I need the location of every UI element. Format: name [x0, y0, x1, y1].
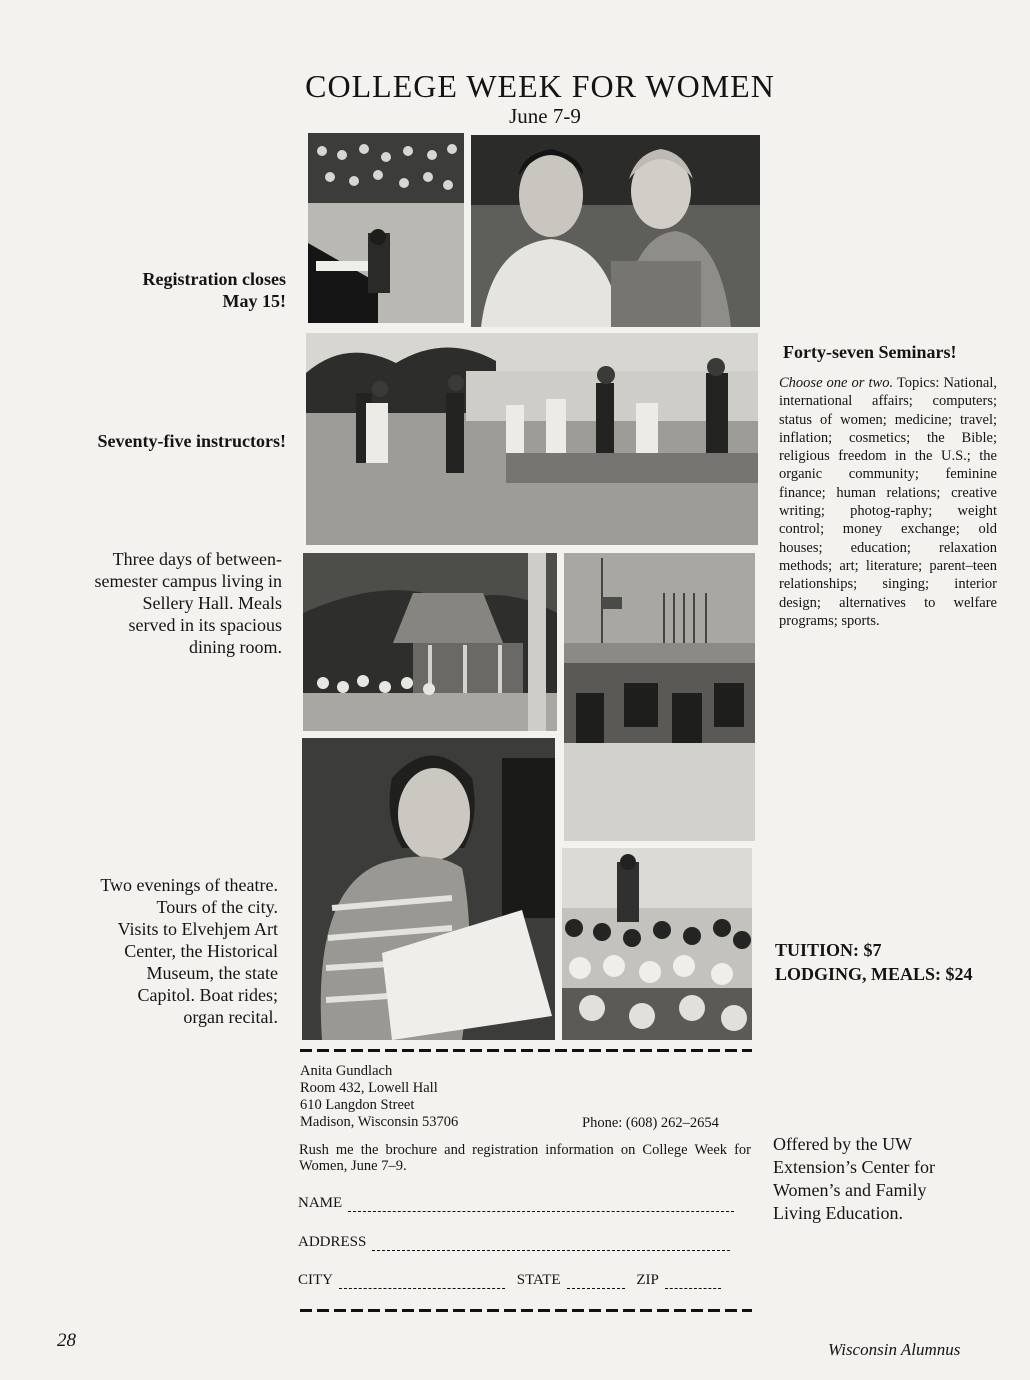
photo-lakeside-terrace	[564, 553, 755, 841]
photo-pianist-audience	[308, 133, 464, 323]
request-text: Rush me the brochure and registration information on College Week for Women, June 7–9.	[299, 1142, 751, 1174]
address-line: Room 432, Lowell Hall	[300, 1080, 438, 1096]
instructors-note: Seventy-five instructors!	[97, 431, 286, 451]
phone-number: Phone: (608) 262–2654	[582, 1115, 719, 1131]
publication-name: Wisconsin Alumnus	[828, 1340, 961, 1359]
seminars-intro: Choose one or two.	[779, 375, 894, 391]
city-state-zip-field[interactable]	[298, 1272, 721, 1289]
activities-line: Capitol. Boat rides;	[137, 985, 278, 1005]
campus-line: dining room.	[189, 637, 282, 657]
campus-line: served in its spacious	[128, 615, 282, 635]
name-label: NAME	[298, 1195, 343, 1211]
tuition-price: TUITION: $7	[775, 940, 882, 960]
campus-line: Three days of between-	[112, 549, 282, 569]
mailing-address	[300, 1063, 458, 1131]
state-label: STATE	[516, 1272, 561, 1288]
address-field[interactable]	[298, 1234, 730, 1251]
activities-line: Tours of the city.	[156, 897, 278, 917]
activities-text	[48, 874, 278, 1028]
activities-line: Two evenings of theatre.	[100, 875, 278, 895]
name-blank[interactable]	[348, 1210, 734, 1212]
activities-line: organ recital.	[183, 1007, 278, 1027]
state-blank[interactable]	[567, 1287, 625, 1289]
pricing	[775, 938, 973, 986]
seminars-heading: Forty-seven Seminars!	[783, 342, 957, 362]
registration-deadline	[60, 268, 286, 312]
registration-line-2: May 15!	[222, 291, 286, 311]
coupon-top-border	[300, 1049, 752, 1052]
photo-seminar-class	[562, 848, 752, 1040]
campus-living-text	[50, 548, 282, 658]
address-line: Madison, Wisconsin 53706	[300, 1114, 459, 1130]
activities-line: Visits to Elvehjem Art	[117, 919, 278, 939]
campus-line: Sellery Hall. Meals	[142, 593, 282, 613]
event-dates: June 7-9	[509, 104, 581, 128]
address-label: ADDRESS	[298, 1234, 367, 1250]
photo-smiling-woman	[302, 738, 555, 1040]
page-number: 28	[57, 1330, 76, 1351]
zip-blank[interactable]	[665, 1287, 721, 1289]
zip-label: ZIP	[636, 1272, 659, 1288]
page-title: COLLEGE WEEK FOR WOMEN	[305, 68, 775, 104]
coupon-bottom-border	[300, 1309, 752, 1312]
photo-house-gathering	[303, 553, 557, 731]
seminars-topic-list: Topics: National, international affairs; computers; status of women; medicine; travel; inflation; cosmetics; the Bible; religious freedom in the U.S.; the organic community; feminine finance; human relations; creative writing; photog-raphy; weight control; money exchange; old houses; education; relaxation methods; art; literature; parent–teen relationships; singing; interior design; alternatives to welfare programs; sports.	[779, 375, 997, 629]
lodging-price: LODGING, MEALS: $24	[775, 964, 973, 984]
registration-line-1: Registration closes	[142, 269, 286, 289]
photo-women-walking	[306, 333, 758, 545]
city-blank[interactable]	[339, 1287, 505, 1289]
campus-line: semester campus living in	[94, 571, 282, 591]
activities-line: Museum, the state	[146, 963, 278, 983]
photo-women-seated	[471, 135, 760, 327]
address-line: 610 Langdon Street	[300, 1097, 415, 1113]
address-blank[interactable]	[372, 1249, 730, 1251]
address-line: Anita Gundlach	[300, 1063, 393, 1079]
name-field[interactable]	[298, 1195, 734, 1212]
city-label: CITY	[298, 1272, 333, 1288]
seminars-topics	[779, 374, 997, 630]
offered-by: Offered by the UW Extension’s Center for Women’s and Family Living Education.	[773, 1134, 935, 1223]
activities-line: Center, the Historical	[124, 941, 278, 961]
